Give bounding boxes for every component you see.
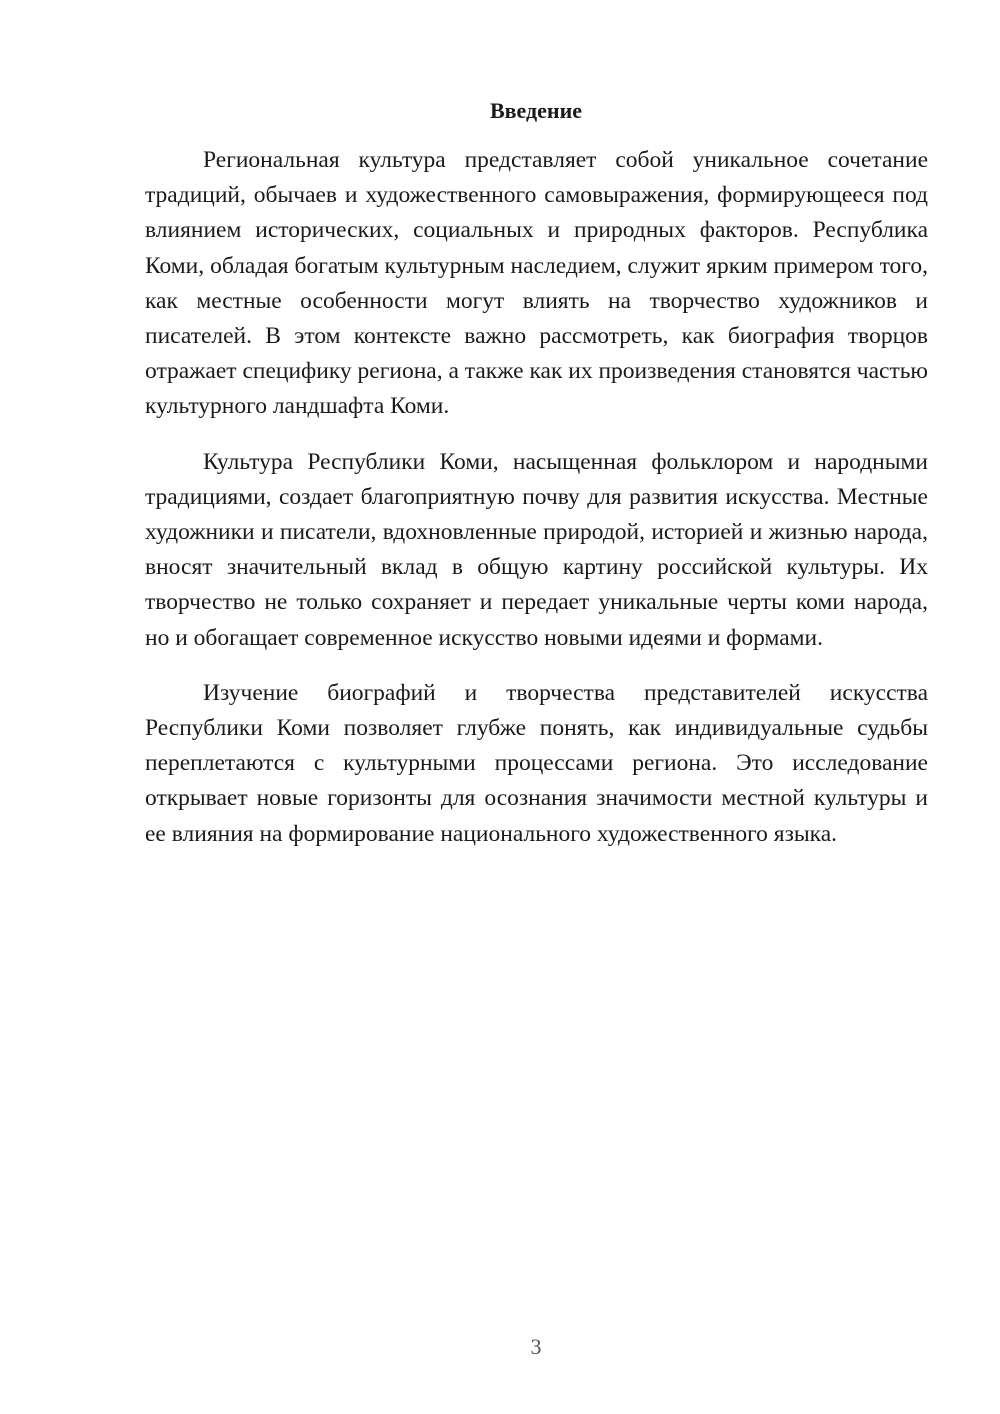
paragraph-2: Культура Республики Коми, насыщенная фольклором и народными традициями, создает благоприятную почву для развития искусства. Местные художники и писатели, вдохновленные природой, историей и жизнью народа, вносят значительный вклад в общую картину российской культуры. Их творчество не только сохраняет и передает уникальные черты коми народа, но и обогащает современное искусство новыми идеями и формами. xyxy=(145,448,928,651)
body-text xyxy=(145,143,928,872)
page-number: 3 xyxy=(530,1334,542,1359)
paragraph-1: Региональная культура представляет собой уникальное сочетание традиций, обычаев и художественного самовыражения, формирующееся под влиянием исторических, социальных и природных факторов. Республика Коми, обладая богатым культурным наследием, служит ярким примером того, как местные особенности могут влиять на творчество художников и писателей. В этом контексте важно рассмотреть, как биография творцов отражает специфику региона, а также как их произведения становятся частью культурного ландшафта Коми. xyxy=(145,147,928,420)
paragraph-3: Изучение биографий и творчества представителей искусства Республики Коми позволяет глубже понять, как индивидуальные судьбы переплетаются с культурными процессами региона. Это исследование открывает новые горизонты для осознания значимости местной культуры и ее влияния на формирование национального художественного языка. xyxy=(145,679,928,847)
section-title: Введение xyxy=(489,98,583,123)
